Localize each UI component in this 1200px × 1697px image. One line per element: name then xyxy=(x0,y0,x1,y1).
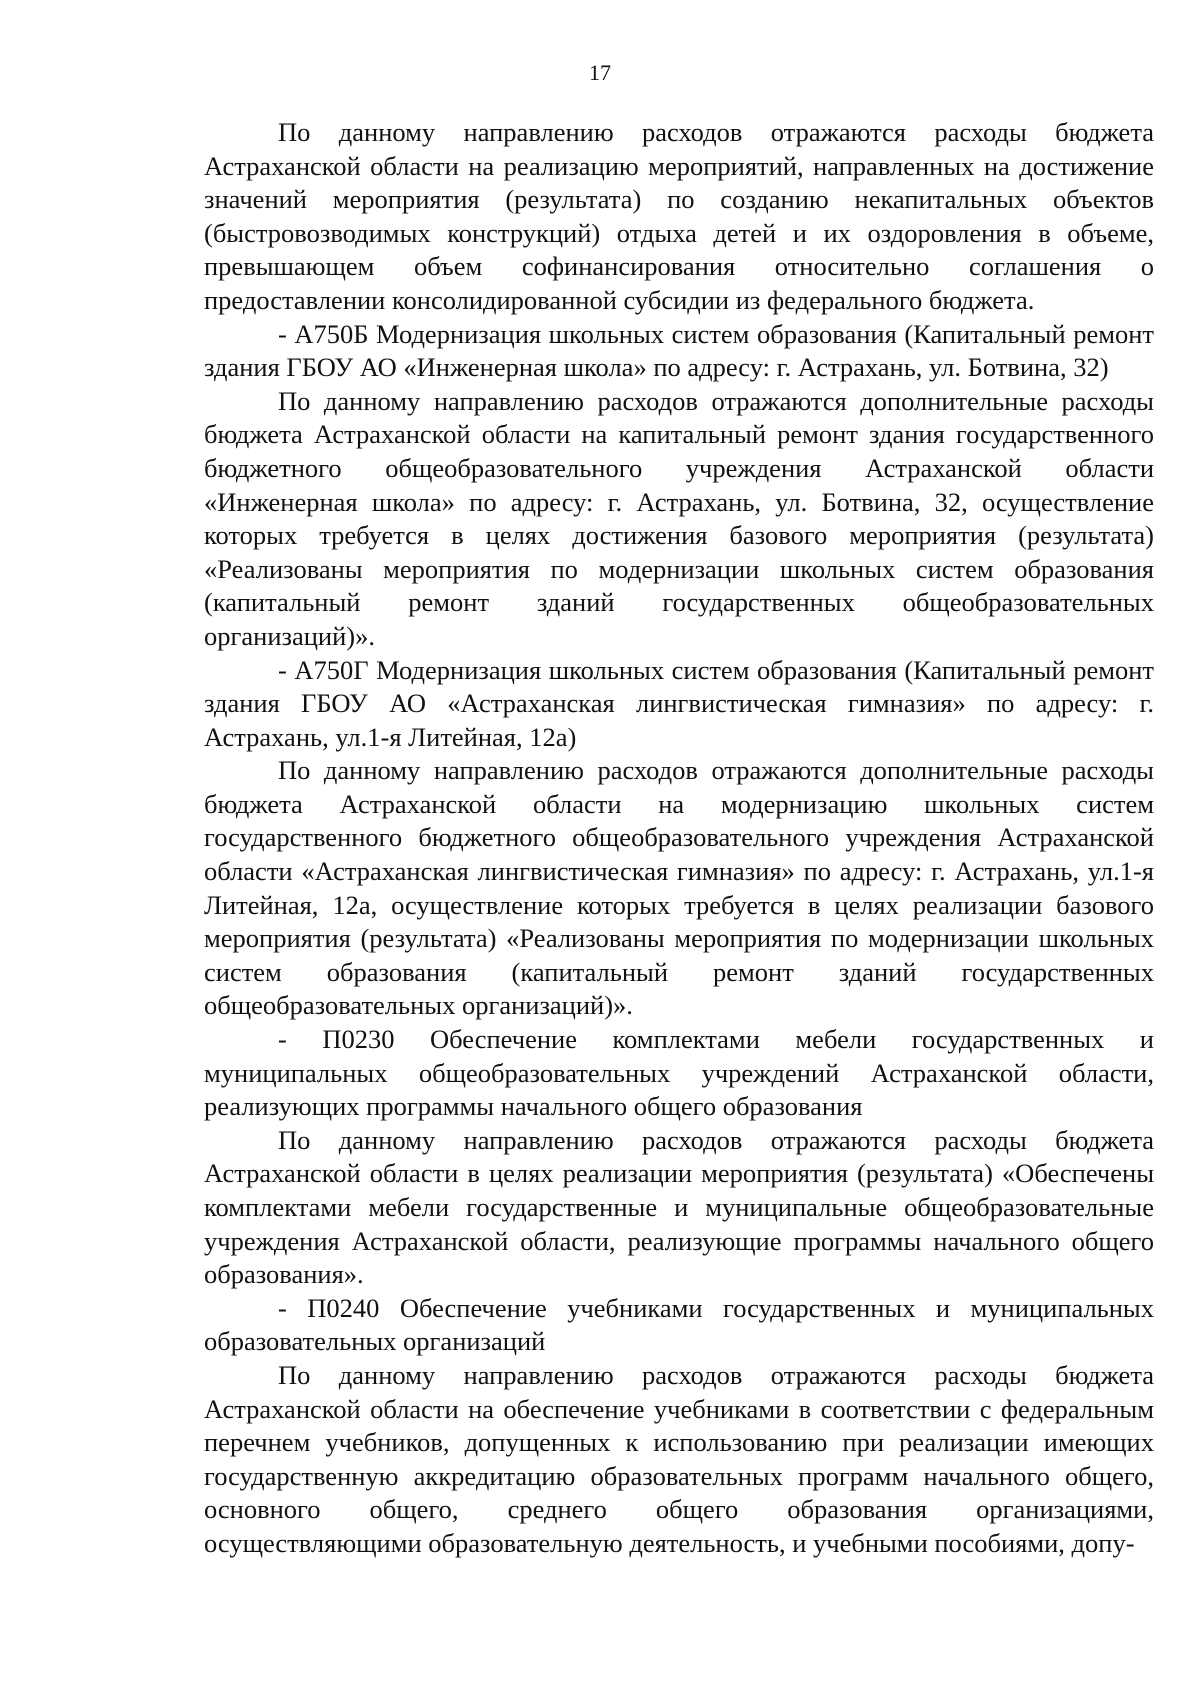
item-p0240-heading: - П0240 Обеспечение учебниками государственных и муниципальных образовательных организаций xyxy=(204,1292,1154,1357)
paragraph-p0230-description: По данному направлению расходов отражаются расходы бюджета Астраханской области в целях реализации мероприятия (результата) «Обеспечены комплектами мебели государственные и муниципальные общеобразовательные учреждения Астраханской области, реализующие программы начального общего образования». xyxy=(204,1124,1154,1290)
paragraph-expenses-description: По данному направлению расходов отражаются расходы бюджета Астраханской области на реализацию мероприятий, направленных на достижение значений мероприятия (результата) по созданию некапитальных объектов (быстровозводимых конструкций) отдыха детей и их оздоровления в объеме, превышающем объем софинансирования относительно соглашения о предоставлении консолидированной субсидии из федерального бюджета. xyxy=(204,117,1154,315)
item-p0230-heading: - П0230 Обеспечение комплектами мебели государственных и муниципальных общеобразовательных учреждений Астраханской области, реализующих программы начального общего образования xyxy=(204,1024,1154,1122)
item-a750g-heading: - А750Г Модернизация школьных систем образования (Капитальный ремонт здания ГБОУ АО «Астраханская лингвистическая гимназия» по адресу: г. Астрахань, ул.1-я Литейная, 12а) xyxy=(204,654,1154,752)
paragraph-a750g-description: По данному направлению расходов отражаются дополнительные расходы бюджета Астраханской области на модернизацию школьных систем государственного бюджетного общеобразовательного учреждения Астраханской области «Астраханская лингвистическая гимназия» по адресу: г. Астрахань, ул.1-я Литейная, 12а, осуществление которых требуется в целях реализации базового мероприятия (результата) «Реализованы мероприятия по модернизации школьных систем образования (капитальный ремонт зданий государственных общеобразовательных организаций)». xyxy=(204,755,1154,1021)
paragraph-p0240-description: По данному направлению расходов отражаются расходы бюджета Астраханской области на обеспечение учебниками в соответствии с федеральным перечнем учебников, допущенных к использованию при реализации имеющих государственную аккредитацию образовательных программ начального общего, основного общего, среднего общего образования организациями, осуществляющими образовательную деятельность, и учебными пособиями, допу- xyxy=(204,1359,1154,1558)
document-body xyxy=(204,116,1154,1561)
item-a750b-heading: - А750Б Модернизация школьных систем образования (Капитальный ремонт здания ГБОУ АО «Инженерная школа» по адресу: г. Астрахань, ул. Ботвина, 32) xyxy=(204,318,1154,383)
paragraph-a750b-description: По данному направлению расходов отражаются дополнительные расходы бюджета Астраханской области на капитальный ремонт здания государственного бюджетного общеобразовательного учреждения Астраханской области «Инженерная школа» по адресу: г. Астрахань, ул. Ботвина, 32, осуществление которых требуется в целях достижения базового мероприятия (результата) «Реализованы мероприятия по модернизации школьных систем образования (капитальный ремонт зданий государственных общеобразовательных организаций)». xyxy=(204,385,1154,651)
page-number: 17 xyxy=(589,60,611,85)
